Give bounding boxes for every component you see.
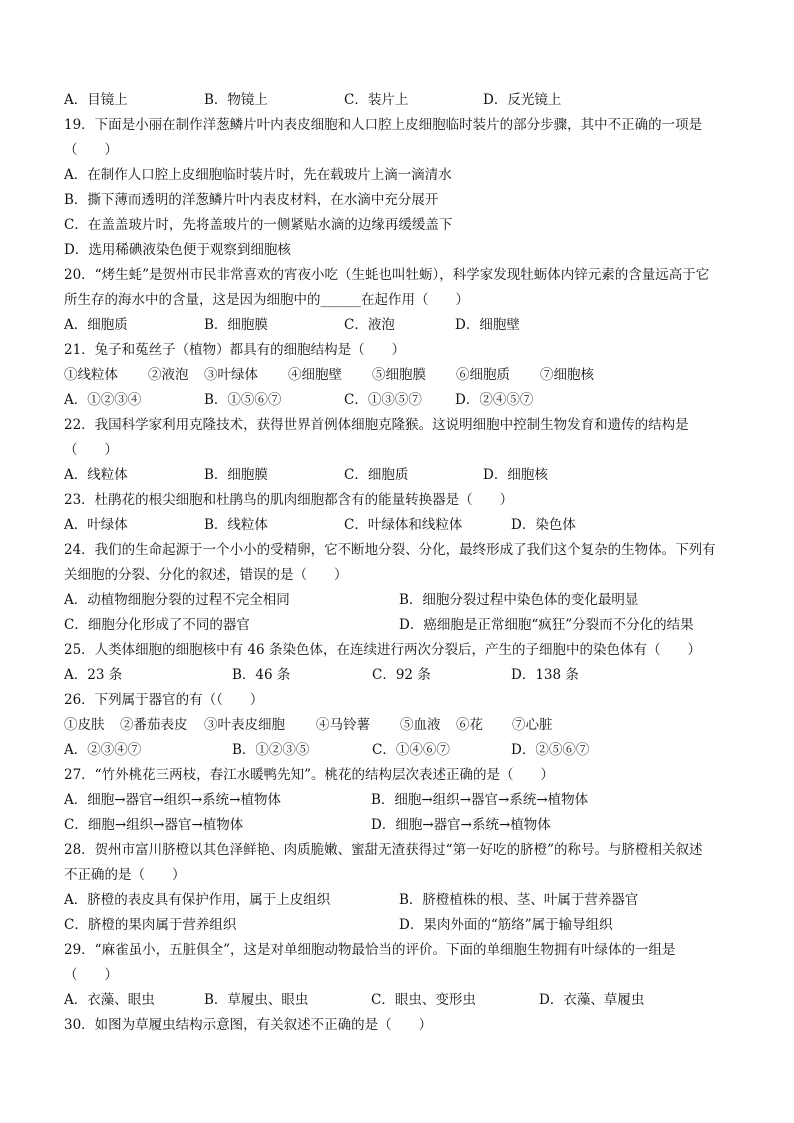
q21-item-6: ⑥细胞质 xyxy=(456,367,510,383)
q22-option-c: C．细胞质 xyxy=(344,467,409,483)
q26-item-4: ④马铃薯 xyxy=(316,717,370,733)
q27-option-a: A．细胞→器官→组织→系统→植物体 xyxy=(64,792,281,808)
q20-option-c: C．液泡 xyxy=(344,317,395,333)
q21-options xyxy=(64,390,744,410)
q18-option-d: D．反光镜上 xyxy=(483,92,562,108)
q21-option-a: A．①②③④ xyxy=(64,392,142,408)
q29-option-b: B．草履虫、眼虫 xyxy=(204,992,309,1008)
q30-stem: 30．如图为草履虫结构示意图，有关叙述不正确的是（ ） xyxy=(64,1017,433,1033)
q24-options-row1 xyxy=(64,590,744,610)
q23-option-a: A．叶绿体 xyxy=(64,517,128,533)
q24-option-c: C．细胞分化形成了不同的器官 xyxy=(64,617,250,633)
q29-stem: 29．“麻雀虽小，五脏俱全”，这是对单细胞动物最恰当的评价。下面的单细胞生物拥有叶绿体的一组是 xyxy=(64,942,676,958)
q26-option-b: B．①②③⑤ xyxy=(232,742,310,758)
q22-options xyxy=(64,465,744,485)
q22-stem-cont: （ ） xyxy=(64,442,118,458)
q27-option-d: D．细胞→器官→系统→植物体 xyxy=(371,817,551,833)
q26-options xyxy=(64,740,744,760)
q27-options-row1 xyxy=(64,790,744,810)
q22-option-d: D．细胞核 xyxy=(483,467,548,483)
q22-option-a: A．线粒体 xyxy=(64,467,128,483)
q19-option-a: A．在制作人口腔上皮细胞临时装片时，先在载玻片上滴一滴清水 xyxy=(64,167,452,183)
q26-option-d: D．②⑤⑥⑦ xyxy=(511,742,590,758)
q29-option-c: C．眼虫、变形虫 xyxy=(371,992,476,1008)
q18-options xyxy=(64,90,744,110)
q23-option-b: B．线粒体 xyxy=(204,517,268,533)
q26-item-2: ②番茄表皮 xyxy=(120,717,188,733)
q27-options-row2 xyxy=(64,815,744,835)
q25-option-c: C．92 条 xyxy=(372,667,431,683)
q21-item-1: ①线粒体 xyxy=(64,367,118,383)
q21-item-3: ③叶绿体 xyxy=(204,367,258,383)
q21-option-d: D．②④⑤⑦ xyxy=(455,392,534,408)
q26-item-1: ①皮肤 xyxy=(64,717,105,733)
q28-stem: 28．贺州市富川脐橙以其色泽鲜艳、肉质脆嫩、蜜甜无渣获得过“第一好吃的脐橙”的称号。与脐橙相关叙述 xyxy=(64,842,703,858)
q18-option-a: A．目镜上 xyxy=(64,92,128,108)
q29-option-d: D．衣藻、草履虫 xyxy=(539,992,645,1008)
q27-stem: 27．“竹外桃花三两枝，春江水暖鸭先知”。桃花的结构层次表述正确的是（ ） xyxy=(64,767,554,783)
q21-option-c: C．①③⑤⑦ xyxy=(344,392,422,408)
q26-option-c: C．①④⑥⑦ xyxy=(372,742,450,758)
q25-option-b: B．46 条 xyxy=(232,667,291,683)
q22-stem: 22．我国科学家利用克隆技术，获得世界首例体细胞克隆猴。这说明细胞中控制生物发育和遗传的结构是 xyxy=(64,417,689,433)
q24-option-b: B．细胞分裂过程中染色体的变化最明显 xyxy=(399,592,639,608)
q28-option-c: C．脐橙的果肉属于营养组织 xyxy=(64,917,237,933)
q19-stem-cont: （ ） xyxy=(64,142,118,158)
q20-option-d: D．细胞壁 xyxy=(455,317,520,333)
q26-stem: 26．下列属于器官的有（（ ） xyxy=(64,692,264,708)
q20-options xyxy=(64,315,744,335)
q27-option-c: C．细胞→组织→器官→植物体 xyxy=(64,817,244,833)
q18-option-b: B．物镜上 xyxy=(204,92,268,108)
q21-item-4: ④细胞壁 xyxy=(288,367,342,383)
q23-options xyxy=(64,515,744,535)
q26-items xyxy=(64,715,744,735)
q21-item-5: ⑤细胞膜 xyxy=(372,367,426,383)
q25-option-d: D．138 条 xyxy=(511,667,579,683)
q22-option-b: B．细胞膜 xyxy=(204,467,268,483)
q26-item-3: ③叶表皮细胞 xyxy=(204,717,285,733)
q23-option-d: D．染色体 xyxy=(511,517,576,533)
q20-option-b: B．细胞膜 xyxy=(204,317,268,333)
q27-option-b: B．细胞→组织→器官→系统→植物体 xyxy=(371,792,589,808)
q28-option-d: D．果肉外面的“筋络”属于输导组织 xyxy=(399,917,613,933)
q19-stem: 19．下面是小丽在制作洋葱鳞片叶内表皮细胞和人口腔上皮细胞临时装片的部分步骤，其中不正确的一项是 xyxy=(64,117,703,133)
q21-stem: 21．兔子和菟丝子（植物）都具有的细胞结构是（ ） xyxy=(64,342,406,358)
q28-options-row1 xyxy=(64,890,744,910)
q19-option-b: B．撕下薄而透明的洋葱鳞片叶内表皮材料，在水滴中充分展开 xyxy=(64,192,439,208)
q20-option-a: A．细胞质 xyxy=(64,317,128,333)
q29-stem-cont: （ ） xyxy=(64,967,118,983)
q24-options-row2 xyxy=(64,615,744,635)
q24-option-d: D．癌细胞是正常细胞“疯狂”分裂而不分化的结果 xyxy=(399,617,694,633)
q26-item-7: ⑦心脏 xyxy=(512,717,553,733)
q29-options xyxy=(64,990,744,1010)
q26-item-5: ⑤血液 xyxy=(400,717,441,733)
q21-item-2: ②液泡 xyxy=(148,367,189,383)
q23-option-c: C．叶绿体和线粒体 xyxy=(344,517,463,533)
q29-option-a: A．衣藻、眼虫 xyxy=(64,992,155,1008)
q24-stem: 24．我们的生命起源于一个小小的受精卵，它不断地分裂、分化，最终形成了我们这个复杂的生物体。下列有 xyxy=(64,542,716,558)
q25-option-a: A．23 条 xyxy=(64,667,123,683)
q28-option-a: A．脐橙的表皮具有保护作用，属于上皮组织 xyxy=(64,892,331,908)
q23-stem: 23．杜鹃花的根尖细胞和杜鹃鸟的肌肉细胞都含有的能量转换器是（ ） xyxy=(64,492,514,508)
q20-stem-cont: 所生存的海水中的含量，这是因为细胞中的______在起作用（ ） xyxy=(64,292,469,308)
q24-stem-cont: 关细胞的分裂、分化的叙述，错误的是（ ） xyxy=(64,567,348,583)
q19-option-c: C．在盖盖玻片时，先将盖玻片的一侧紧贴水滴的边缘再缓缓盖下 xyxy=(64,217,453,233)
q21-items xyxy=(64,365,744,385)
q28-option-b: B．脐橙植株的根、茎、叶属于营养器官 xyxy=(399,892,639,908)
q21-item-7: ⑦细胞核 xyxy=(540,367,594,383)
q25-stem: 25．人类体细胞的细胞核中有 46 条染色体，在连续进行两次分裂后，产生的子细胞中的染色体有（ ） xyxy=(64,642,701,658)
q26-item-6: ⑥花 xyxy=(456,717,483,733)
q25-options xyxy=(64,665,744,685)
q20-stem: 20．“烤生蚝”是贺州市民非常喜欢的宵夜小吃（生蚝也叫牡蛎），科学家发现牡蛎体内锌元素的含量远高于它 xyxy=(64,267,710,283)
q28-stem-cont: 不正确的是（ ） xyxy=(64,867,186,883)
q21-option-b: B．①⑤⑥⑦ xyxy=(204,392,282,408)
q24-option-a: A．动植物细胞分裂的过程不完全相同 xyxy=(64,592,290,608)
q28-options-row2 xyxy=(64,915,744,935)
q19-option-d: D．选用稀碘液染色便于观察到细胞核 xyxy=(64,242,291,258)
q18-option-c: C．装片上 xyxy=(344,92,409,108)
q26-option-a: A．②③④⑦ xyxy=(64,742,142,758)
